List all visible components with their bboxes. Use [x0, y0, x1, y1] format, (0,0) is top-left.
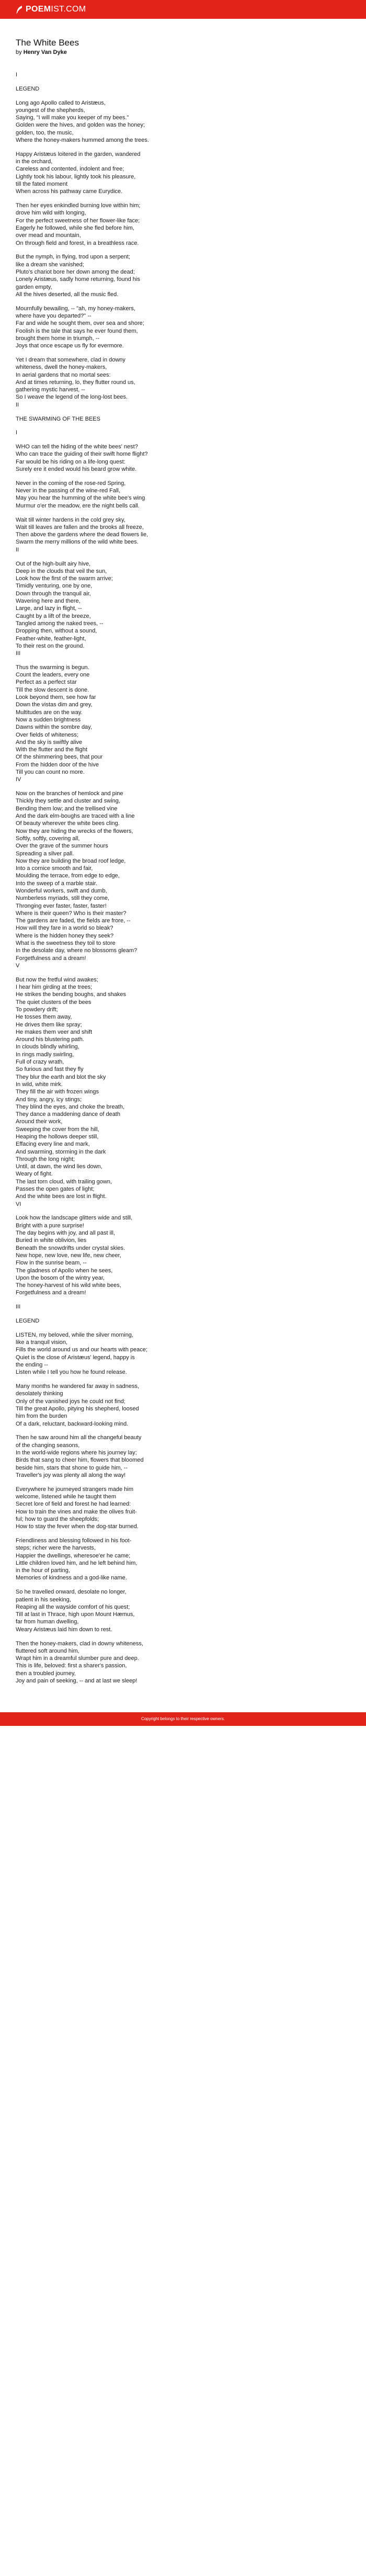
poem-line: Count the leaders, every one [16, 672, 90, 679]
poem-line: Quiet is the close of Aristæus' legend, happy is [16, 1354, 135, 1361]
poem-line: All the hives deserted, all the music fled. [16, 291, 119, 298]
site-header [0, 0, 366, 19]
poem-stanza [16, 151, 350, 196]
poem-line: Yet I dream that somewhere, clad in downy [16, 357, 125, 363]
poem-line: Mournfully bewailing, -- "ah, my honey-makers, [16, 305, 135, 312]
poem-line: For the perfect sweetness of her flower-like face; [16, 217, 140, 224]
poem-line: over mead and mountain, [16, 232, 81, 239]
poem-line: Till the slow descent is done. [16, 686, 89, 693]
poem-line: Now a sudden brightness [16, 716, 81, 723]
poem-line: Numberless myriads, still they come, [16, 895, 110, 902]
poem-stanza [16, 1214, 350, 1296]
poem-line: Many months he wandered far away in sadness, [16, 1383, 140, 1390]
poem-line: Everywhere he journeyed strangers made him [16, 1486, 134, 1493]
poem-line: What is the sweetness they toil to store [16, 940, 116, 947]
poem-line: The day begins with joy, and all past ill, [16, 1230, 115, 1237]
poem-line: But now the fretful wind awakes; [16, 976, 98, 983]
poem-line: Reaping all the wayside comfort of his quest; [16, 1603, 130, 1610]
poem-line: III [16, 650, 21, 657]
poem-line: Weary Aristæus laid him down to rest. [16, 1626, 112, 1633]
poem-stanza [16, 253, 350, 298]
poem-page [0, 19, 366, 1712]
poem-line: Softly, softly, covering all, [16, 835, 80, 842]
logo-text-primary: POEM [26, 5, 51, 14]
poem-stanza [16, 1640, 350, 1685]
poem-stanza [16, 443, 350, 473]
poem-line: Of beauty wherever the white bees cling. [16, 820, 120, 827]
poem-stanza [16, 1303, 350, 1310]
poem-author-link[interactable]: Henry Van Dyke [23, 49, 67, 55]
site-footer [0, 1712, 366, 1726]
poem-line: Look how the first of the swarm arrive; [16, 575, 113, 582]
poem-line: Secret lore of field and forest he had learned: [16, 1501, 131, 1508]
poem-line: Friendliness and blessing followed in his foot- [16, 1537, 132, 1544]
poem-line: Only of the vanished joys he could not find; [16, 1398, 125, 1405]
poem-stanza [16, 664, 350, 784]
poem-stanza [16, 1537, 350, 1582]
poem-line: Listen while I tell you how he found release. [16, 1369, 127, 1376]
poem-line: patient in his seeking, [16, 1596, 71, 1603]
poem-body [16, 71, 350, 1685]
poem-line: I [16, 72, 18, 78]
poem-line: He makes them veer and shift [16, 1029, 93, 1035]
poem-line: Wait till leaves are fallen and the brooks all freeze, [16, 524, 144, 530]
poem-line: Where the honey-makers hummed among the trees. [16, 137, 149, 144]
poem-line: Large, and lazy in flight, -- [16, 605, 82, 612]
poem-line: Pluto's chariot bore her down among the dead; [16, 269, 135, 276]
poem-line: drove him wild with longing, [16, 210, 86, 217]
poem-line: So furious and fast they fly [16, 1066, 84, 1073]
poem-line: Till at last in Thrace, high upon Mount Hæmus, [16, 1611, 135, 1618]
poem-line: Never in the passing of the wine-red Fall, [16, 488, 120, 494]
poem-line: They blur the earth and blot the sky [16, 1074, 106, 1080]
poem-line: Thronging ever faster, faster, faster! [16, 902, 107, 909]
poem-line: The last torn cloud, with trailing gown, [16, 1178, 112, 1185]
poem-stanza [16, 1434, 350, 1479]
poem-line: The quiet clusters of the bees [16, 999, 92, 1005]
poem-line: Till the great Apollo, pitying his shepherd, loosed [16, 1406, 139, 1412]
poem-line: They fill the air with frozen wings [16, 1089, 99, 1095]
poem-line: On through field and forest, in a breathless race. [16, 240, 139, 246]
poem-line: Wavering here and there, [16, 598, 81, 605]
poem-line: Timidly venturing, one by one, [16, 583, 93, 590]
poem-line: Now they are hiding the wrecks of the flowers, [16, 828, 133, 834]
poem-line: Long ago Apollo called to Aristæus, [16, 99, 106, 106]
poem-line: Dropping then, without a sound, [16, 628, 97, 635]
poem-line: In wild, white mirk. [16, 1081, 63, 1088]
poem-line: like a dream she vanished; [16, 261, 84, 268]
poem-line: VI [16, 1201, 21, 1207]
poem-line: III [16, 1304, 21, 1310]
poem-line: Down through the tranquil air, [16, 590, 91, 597]
poem-line: beside him, stars that shone to guide him, -- [16, 1464, 128, 1471]
poem-line: How to train the vines and make the olives fruit- [16, 1508, 137, 1515]
poem-line: Surely ere it ended would his beard grow white. [16, 466, 137, 473]
poem-line: Moulding the terrace, from edge to edge, [16, 873, 120, 879]
poem-line: Lightly took his labour, lightly took his pleasure, [16, 173, 136, 180]
poem-line: In rings madly swirling, [16, 1051, 74, 1058]
poem-line: To their rest on the ground. [16, 642, 85, 649]
poem-line: THE SWARMING OF THE BEES [16, 415, 100, 422]
poem-line: Happier the dwellings, wheresoe'er he came; [16, 1552, 131, 1559]
poem-line: then a troubled journey, [16, 1670, 76, 1677]
poem-line: Over the grave of the summer hours [16, 843, 108, 850]
poem-line: In clouds blindly whirling, [16, 1044, 79, 1050]
poem-line: Thus the swarming is begun. [16, 664, 89, 671]
poem-title: The White Bees [16, 38, 79, 48]
poem-line: welcome, listened while he taught them [16, 1493, 116, 1500]
site-logo-link[interactable] [16, 5, 86, 14]
poem-line: Murmur o'er the meadow, ere the night bells call. [16, 502, 140, 509]
poem-line: Over fields of whiteness; [16, 731, 78, 738]
poem-line: Bending them low; and the trellised vine [16, 805, 118, 812]
poem-line: New hope, new love, new life, new cheer, [16, 1252, 121, 1259]
poem-line: From the hidden door of the hive [16, 761, 99, 768]
poem-line: LEGEND [16, 1318, 40, 1325]
poem-line: Of a dark, reluctant, backward-looking mind. [16, 1420, 129, 1427]
poem-line: Wait till winter hardens in the cold grey sky, [16, 516, 125, 523]
poem-line: in the orchard, [16, 159, 53, 165]
poem-line: Traveller's joy was plenty all along the way! [16, 1472, 126, 1478]
poem-line: far from human dwelling, [16, 1619, 79, 1625]
poem-line: The honey-harvest of his wild white bees, [16, 1282, 121, 1289]
poem-stanza [16, 202, 350, 247]
poem-line: He tosses them away, [16, 1014, 72, 1021]
poem-line: How will they fare in a world so bleak? [16, 925, 113, 932]
poem-line: Far and wide he sought them, over sea and shore; [16, 320, 144, 327]
poem-line: Passes the open gates of light; [16, 1186, 95, 1193]
poem-line: Effacing every line and mark, [16, 1141, 90, 1148]
poem-line: Feather-white, feather-light, [16, 635, 86, 642]
quill-logo-icon [16, 6, 22, 14]
poem-line: Into the sweep of a marble stair. [16, 880, 97, 887]
poem-line: IV [16, 776, 21, 783]
poem-line: Heaping the hollows deeper still, [16, 1134, 99, 1140]
poem-line: Never in the coming of the rose-red Spring, [16, 480, 126, 487]
poem-line: Then the honey-makers, clad in downy whiteness, [16, 1640, 143, 1647]
poem-line: Then her eyes enkindled burning love within him; [16, 202, 141, 209]
poem-stanza [16, 1331, 350, 1376]
poem-line: Around their work, [16, 1118, 63, 1125]
poem-stanza [16, 85, 350, 93]
poem-line: Then he saw around him all the changeful beauty [16, 1434, 142, 1441]
poem-line: Joy and pain of seeking, -- and at last we sleep! [16, 1678, 138, 1684]
poem-line: Until, at dawn, the wind lies down, [16, 1163, 102, 1170]
poem-stanza [16, 99, 350, 144]
poem-line: Memories of kindness and a god-like name. [16, 1575, 127, 1581]
poem-line: steps; richer were the harvests, [16, 1545, 96, 1552]
poem-line: WHO can tell the hiding of the white bees' nest? [16, 444, 138, 450]
poem-line: He drives them like spray; [16, 1021, 82, 1028]
poem-line: ful; how to guard the sheepfolds; [16, 1516, 99, 1522]
poem-line: The gardens are faded, the fields are frore, -- [16, 918, 131, 924]
poem-line: Out of the high-built airy hive, [16, 560, 91, 567]
poem-line: garden empty, [16, 284, 52, 290]
poem-line: Full of crazy wrath, [16, 1059, 64, 1066]
poem-line: youngest of the shepherds, [16, 107, 85, 114]
poem-line: Tangled among the naked trees, -- [16, 620, 104, 627]
poem-line: Joys that once escape us fly for evermore. [16, 343, 124, 349]
poem-line: Through the long night; [16, 1156, 75, 1162]
poem-stanza [16, 1588, 350, 1633]
poem-line: So I weave the legend of the long-lost bees. [16, 394, 128, 401]
poem-stanza [16, 429, 350, 436]
poem-line: Upon the bosom of the wintry year, [16, 1274, 105, 1281]
poem-line: Sweeping the cover from the hill, [16, 1126, 99, 1133]
poem-line: I [16, 430, 18, 436]
poem-line: Swarm the merry millions of the wild white bees. [16, 539, 139, 546]
poem-line: Saying, "I will make you keeper of my bees." [16, 115, 129, 121]
poem-stanza [16, 415, 350, 423]
poem-line: Forgetfulness and a dream! [16, 955, 86, 962]
poem-line: Look beyond them, see how far [16, 694, 96, 701]
poem-stanza [16, 356, 350, 409]
poem-line: And the white bees are lost in flight. [16, 1193, 107, 1200]
poem-line: Far would be his riding on a life-long quest: [16, 458, 125, 465]
poem-stanza [16, 976, 350, 1208]
poem-stanza [16, 560, 350, 658]
poem-line: V [16, 962, 20, 969]
poem-stanza [16, 71, 350, 78]
poem-line: I hear him girding at the trees; [16, 984, 93, 991]
poem-line: where have you departed?" -- [16, 313, 92, 320]
poem-stanza [16, 1317, 350, 1325]
poem-line: He strikes the bending boughs, and shakes [16, 991, 126, 998]
poem-line: Dawns within the sombre day, [16, 724, 92, 731]
poem-line: May you hear the humming of the white bee's wing [16, 495, 145, 502]
poem-stanza [16, 480, 350, 510]
poem-line: In the world-wide regions where his journey lay; [16, 1449, 137, 1456]
poem-line: Forgetfulness and a dream! [16, 1290, 86, 1296]
poem-line: And at times returning, lo, they flutter round us, [16, 379, 135, 386]
poem-line: whiteness, dwell the honey-makers, [16, 364, 107, 371]
logo-text-secondary: IST.COM [51, 5, 86, 14]
poem-line: The gladness of Apollo when he sees, [16, 1267, 113, 1274]
poem-line: Look how the landscape glitters wide and still, [16, 1215, 133, 1222]
poem-line: Where is the hidden honey they seek? [16, 932, 114, 939]
poem-stanza [16, 1486, 350, 1531]
poem-line: Caught by a lift of the breeze, [16, 613, 91, 619]
poem-line: him from the burden [16, 1413, 67, 1420]
poem-line: They dance a maddening dance of death [16, 1111, 120, 1118]
poem-line: Deep in the clouds that veil the sun, [16, 568, 107, 574]
poem-line: Flow in the sunrise beam, -- [16, 1260, 87, 1267]
poem-line: Beneath the snowdrifts under crystal skies. [16, 1245, 125, 1251]
poem-line: brought them home in triumph, -- [16, 335, 100, 342]
byline-label: by [16, 49, 22, 55]
poem-line: Then above the gardens where the dead flowers lie, [16, 532, 148, 538]
poem-line: Wonderful workers, swift and dumb, [16, 888, 107, 894]
poem-line: So he travelled onward, desolate no longer, [16, 1589, 127, 1596]
poem-line: Birds that sang to cheer him, flowers that bloomed [16, 1457, 144, 1464]
poem-line: In the desolate day, where no blossoms gleam? [16, 947, 138, 954]
poem-line: To powdery drift; [16, 1006, 58, 1013]
poem-stanza [16, 1383, 350, 1428]
poem-line: Lonely Aristæus, sadly home returning, found his [16, 276, 140, 283]
poem-line: Golden were the hives, and golden was the honey; [16, 122, 145, 129]
poem-line: In aerial gardens that no mortal sees: [16, 371, 111, 378]
poem-line: Little children loved him, and he left behind him, [16, 1560, 138, 1566]
poem-line: fluttered soft around him, [16, 1647, 79, 1654]
poem-line: Multitudes are on the way. [16, 709, 83, 716]
poem-line: Thickly they settle and cluster and swing, [16, 798, 120, 805]
copyright-notice: Copyright belongs to their respective owners. [141, 1716, 225, 1722]
poem-line: Fills the world around us and our hearts with peace; [16, 1347, 147, 1353]
poem-line: in the hour of parting, [16, 1567, 70, 1574]
poem-line: How to stay the fever when the dog-star burned. [16, 1523, 139, 1530]
poem-line: LEGEND [16, 85, 40, 92]
poem-line: Eagerly he followed, while she fled before him, [16, 225, 134, 232]
poem-line: the ending -- [16, 1362, 48, 1369]
poem-line: Down the vistas dim and grey, [16, 702, 93, 708]
poem-line: II [16, 401, 19, 408]
poem-line: Around his blustering path. [16, 1036, 84, 1043]
poem-line: Who can trace the guiding of their swift home flight? [16, 451, 148, 458]
poem-line: This is life, beloved: first a sharer's passion, [16, 1663, 127, 1669]
poem-line: And the dark elm-boughs are traced with a line [16, 813, 135, 820]
poem-line: Spreading a silver pall. [16, 850, 74, 857]
poem-line: Wrapt him in a dreamful slumber pure and deep. [16, 1655, 139, 1662]
poem-line: Now they are building the broad roof ledge, [16, 857, 126, 864]
poem-line: Happy Aristæus loitered in the garden, wandered [16, 151, 141, 157]
poem-byline [16, 49, 350, 55]
poem-line: Weary of fight. [16, 1171, 53, 1178]
poem-line: gathering mystic harvest, -- [16, 387, 85, 393]
poem-line: Where is their queen? Who is their master? [16, 910, 127, 917]
poem-line: And swarming, storming in the dark [16, 1148, 106, 1155]
poem-line: II [16, 546, 19, 553]
poem-line: Into a cornice smooth and fair, [16, 865, 93, 872]
poem-stanza [16, 790, 350, 969]
poem-line: till the fated moment [16, 181, 68, 188]
poem-line: golden, too, the music, [16, 129, 74, 136]
poem-line: desolately thinking [16, 1391, 63, 1397]
poem-line: When across his pathway came Eurydice. [16, 188, 123, 195]
poem-line: Perfect as a perfect star [16, 679, 77, 686]
poem-line: Careless and contented, indolent and free; [16, 166, 124, 173]
poem-line: of the changing seasons, [16, 1442, 80, 1449]
poem-line: But the nymph, in flying, trod upon a serpent; [16, 254, 130, 261]
poem-line: And the sky is swiftly alive [16, 739, 83, 745]
poem-line: And tiny, angry, icy stings; [16, 1096, 82, 1103]
poem-line: Buried in white oblivion, lies [16, 1237, 87, 1244]
poem-line: Of the shimmering bees, that pour [16, 754, 103, 761]
poem-line: Now on the branches of hemlock and pine [16, 790, 123, 797]
poem-stanza [16, 516, 350, 553]
poem-line: They blind the eyes, and choke the breath, [16, 1103, 124, 1110]
poem-stanza [16, 305, 350, 350]
poem-line: Foolish is the tale that says he ever found them, [16, 327, 138, 334]
poem-line: Bright with a pure surprise! [16, 1222, 84, 1229]
poem-line: Till you can count no more. [16, 769, 85, 776]
poem-line: LISTEN, my beloved, while the silver morning, [16, 1331, 133, 1338]
poem-line: With the flutter and the flight [16, 747, 87, 753]
poem-line: like a tranquil vision, [16, 1339, 68, 1346]
